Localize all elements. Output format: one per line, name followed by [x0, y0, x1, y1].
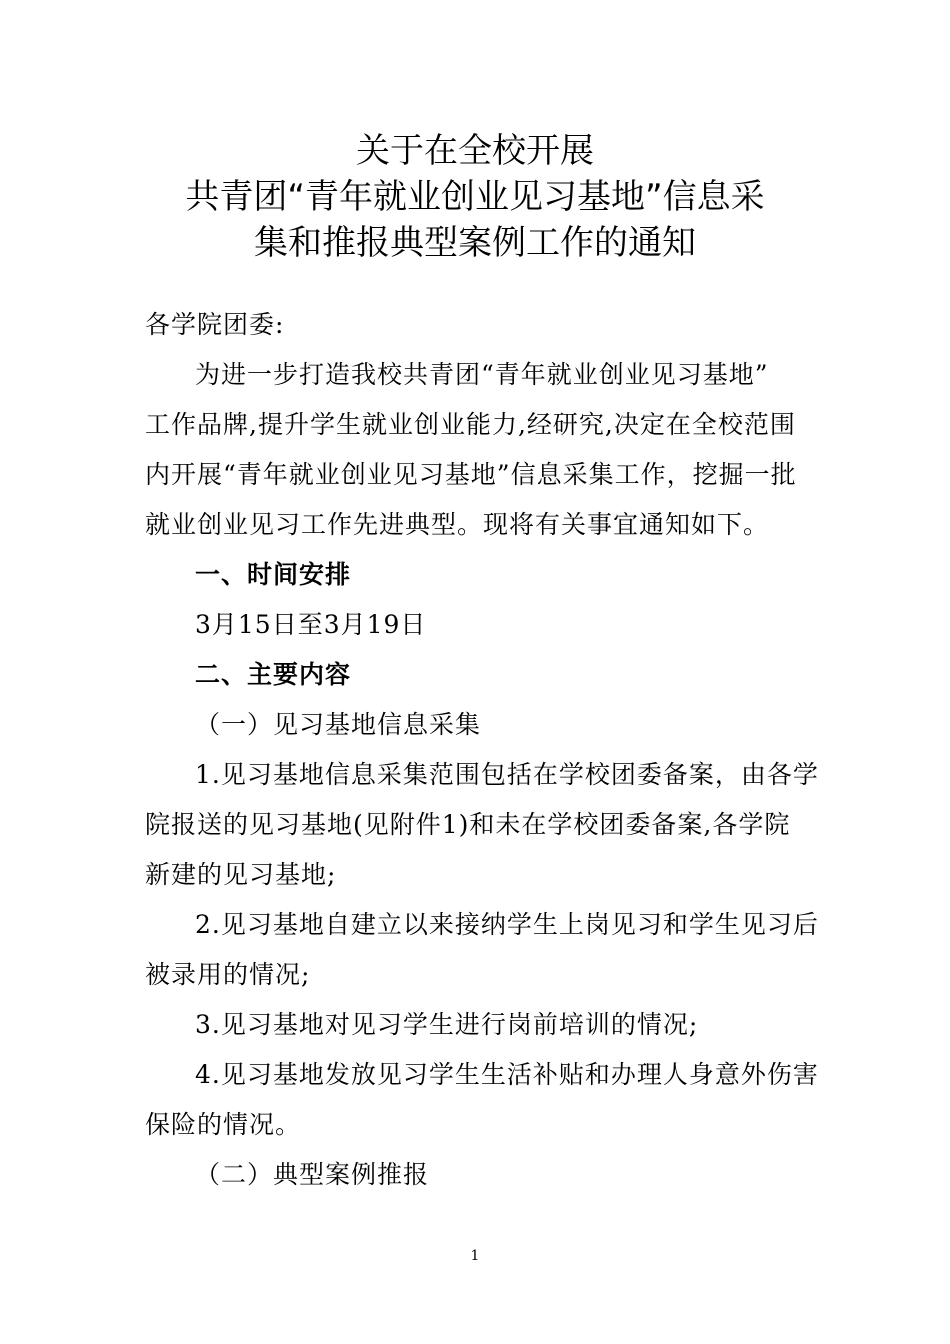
- item1-line-1: 1.见习基地信息采集范围包括在学校团委备案，由各学: [195, 760, 819, 789]
- sub1-heading: （一）见习基地信息采集: [195, 710, 482, 739]
- intro-line-2: 工作品牌,提升学生就业创业能力,经研究,决定在全校范围: [145, 410, 796, 439]
- item2-line-1: 2.见习基地自建立以来接纳学生上岗见习和学生见习后: [195, 910, 819, 939]
- section2-heading: 二、主要内容: [195, 660, 352, 689]
- section1-heading: 一、时间安排: [195, 560, 352, 589]
- intro-line-4: 就业创业见习工作先进典型。现将有关事宜通知如下。: [145, 510, 770, 539]
- title-line-3: 集和推报典型案例工作的通知: [254, 223, 696, 263]
- title-line-1: 关于在全校开展: [356, 131, 594, 171]
- item3-line-1: 3.见习基地对见习学生进行岗前培训的情况;: [195, 1010, 699, 1039]
- item4-line-1: 4.见习基地发放见习学生生活补贴和办理人身意外伤害: [195, 1060, 819, 1089]
- title-line-2: 共青团“青年就业创业见习基地”信息采: [185, 177, 765, 217]
- page-number: 1: [470, 1248, 480, 1264]
- section1-text: 3月15日至3月19日: [195, 610, 427, 639]
- intro-line-3: 内开展“青年就业创业见习基地”信息采集工作，挖掘一批: [145, 460, 797, 489]
- item1-line-2: 院报送的见习基地(见附件1)和未在学校团委备案,各学院: [145, 810, 791, 839]
- sub2-heading: （二）典型案例推报: [195, 1160, 430, 1189]
- document-body: [145, 300, 819, 1200]
- item1-line-3: 新建的见习基地;: [145, 860, 337, 889]
- item2-line-2: 被录用的情况;: [145, 960, 311, 989]
- item4-line-2: 保险的情况。: [145, 1110, 302, 1139]
- intro-line-1: 为进一步打造我校共青团“青年就业创业见习基地”: [195, 360, 769, 389]
- salutation: 各学院团委:: [145, 310, 285, 339]
- document-title: [120, 128, 830, 266]
